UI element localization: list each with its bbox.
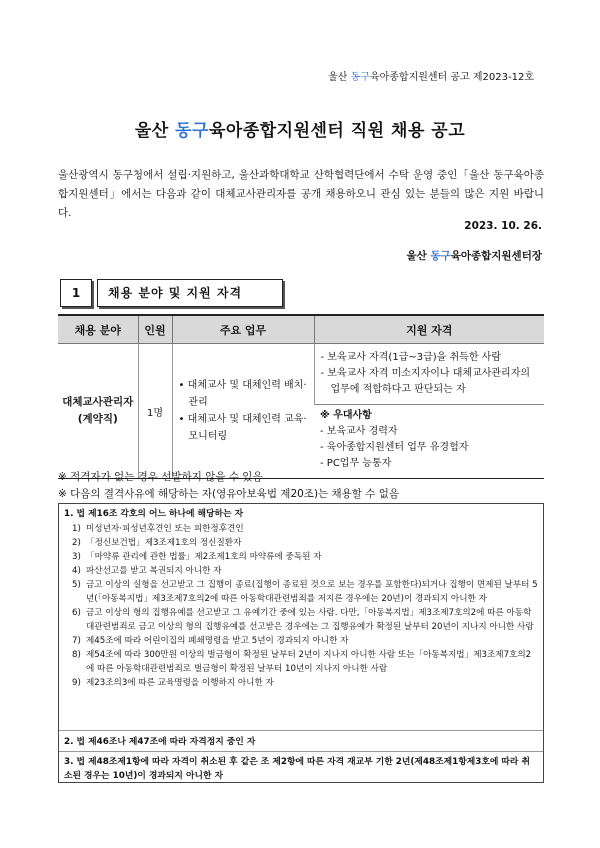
item-text: 제54조에 따라 300만원 이상의 벌금형이 확정된 날부터 2년이 지나지 아니한 사람 또는「아동복지법」제3조제7호의2에 따른 아동학대관련범죄로 벌금형이 확정된 날부터 10년이 지나지 아니한 사람: [86, 650, 532, 674]
item-number: 5): [72, 580, 81, 590]
headcount-cell: 1명: [138, 344, 172, 479]
item-number: 2): [72, 538, 81, 548]
preferred-cell: [314, 405, 544, 479]
disqualification-item: [72, 550, 538, 564]
field-cell: [58, 344, 138, 479]
header-field: 채용 분야: [58, 315, 138, 344]
qualification-item: - 보육교사 자격(1급~3급)을 취득한 사람: [320, 352, 501, 363]
section-2-title: 2. 법 제46조나 제47조에 따라 자격정지 중인 자: [64, 737, 256, 747]
item-text: 제45조에 따라 어린이집의 폐쇄명령을 받고 5년이 경과되지 아니한 자: [86, 636, 349, 646]
item-text: 「마약류 관리에 관한 법률」제2조제1호의 마약류에 중독된 자: [86, 552, 322, 562]
section-3-title: 3. 법 제48조제1항에 따라 자격이 취소된 후 같은 조 제2항에 따른 자격 재교부 기한 2년(제48조제1항제3호에 따라 취소된 경우는 10년)이 경과되지 아니한 자: [64, 757, 530, 781]
item-number: 8): [72, 650, 81, 660]
item-text: 금고 이상의 실형을 선고받고 그 집행이 종료(집행이 종료된 것으로 보는 경우를 포함한다)되거나 집행이 면제된 날부터 5년(「아동복지법」제3조제7호의2에 따른 아동학대관련범죄를 저지른 경우에는 20년)이 경과되지 아니한 자: [86, 580, 538, 604]
preferred-title: ※ 우대사항: [320, 410, 372, 421]
header-qualifications: 지원 자격: [314, 315, 544, 344]
disqualification-item: [72, 634, 538, 648]
recruitment-table: [58, 314, 544, 479]
duty-item: • 대체교사 및 대체인력 배치·관리: [178, 380, 307, 408]
disqualification-section-1: [64, 507, 538, 690]
disqualification-box: [58, 503, 544, 783]
disqualification-item: [72, 606, 538, 634]
qualification-item: - 보육교사 자격 미소지자이나 대체교사관리자의 업무에 적합하다고 판단되는 자: [320, 368, 531, 395]
signature: 울산 동구육아종합지원센터장: [406, 250, 542, 262]
item-number: 3): [72, 552, 81, 562]
item-text: 제23조의3에 따른 교육명령을 이행하지 아니한 자: [86, 678, 274, 688]
page-title: 울산 동구육아종합지원센터 직원 채용 공고: [134, 121, 466, 141]
header-headcount: 인원: [138, 315, 172, 344]
divider: [59, 751, 543, 752]
item-text: 금고 이상의 형의 집행유예를 선고받고 그 유예기간 중에 있는 사람. 다만,「아동복지법」제3조제7호의2에 따른 아동학대관련범죄로 금고 이상의 형의 집행유예를 선고받은 경우에는 그 집행유예가 확정된 날부터 20년이 지나지 아니한 사람: [86, 608, 534, 632]
disqualification-item: [72, 536, 538, 550]
duty-item: • 대체교사 및 대체인력 교육·모니터링: [178, 414, 307, 442]
disqualification-item: [72, 676, 538, 690]
divider: [59, 730, 543, 731]
announcement-date: 2023. 10. 26.: [464, 220, 542, 232]
preferred-item: - PC업무 능통자: [320, 458, 392, 469]
note-no-candidate: ※ 적격자가 없는 경우 선발하지 않을 수 있음: [58, 471, 263, 483]
item-text: 미성년자·피성년후견인 또는 피한정후견인: [86, 524, 244, 534]
item-text: 파산선고를 받고 복권되지 아니한 자: [86, 566, 222, 576]
intro-paragraph: 울산광역시 동구청에서 설립·지원하고, 울산과학대학교 산학협력단에서 수탁 운영 중인「울산 동구육아종합지원센터」에서는 다음과 같이 대체교사관리자를 공개 채용하오니 관심 있는 분들의 많은 지원 바랍니다.: [58, 169, 544, 219]
item-number: 1): [72, 524, 81, 534]
section-1-title: 1. 법 제16조 각호의 어느 하나에 해당하는 자: [64, 509, 244, 519]
note-disqualification: ※ 다음의 결격사유에 해당하는 자(영유아보육법 제20조)는 채용할 수 없음: [58, 488, 400, 500]
disqualification-item: [72, 522, 538, 536]
disqualification-item: [72, 648, 538, 676]
field-type: (계약직): [77, 413, 118, 425]
item-number: 9): [72, 678, 81, 688]
item-number: 6): [72, 608, 81, 618]
item-number: 4): [72, 566, 81, 576]
header-duties: 주요 업무: [172, 315, 314, 344]
field-name: 대체교사관리자: [62, 396, 134, 408]
disqualification-item: [72, 578, 538, 606]
item-number: 7): [72, 636, 81, 646]
document-number: 울산 동구육아종합지원센터 공고 제2023-12호: [328, 72, 534, 83]
disqualification-item: [72, 564, 538, 578]
qualifications-cell: [314, 344, 544, 405]
duties-cell: [172, 344, 314, 479]
preferred-item: - 보육교사 경력자: [320, 426, 398, 437]
item-text: 「정신보건법」제3조제1호의 정신질환자: [86, 538, 242, 548]
preferred-item: - 육아종합지원센터 업무 유경험자: [320, 442, 469, 453]
section-title: 채용 분야 및 지원 자격: [97, 279, 283, 307]
section-1-items: [72, 522, 538, 690]
section-number: 1: [60, 279, 92, 307]
